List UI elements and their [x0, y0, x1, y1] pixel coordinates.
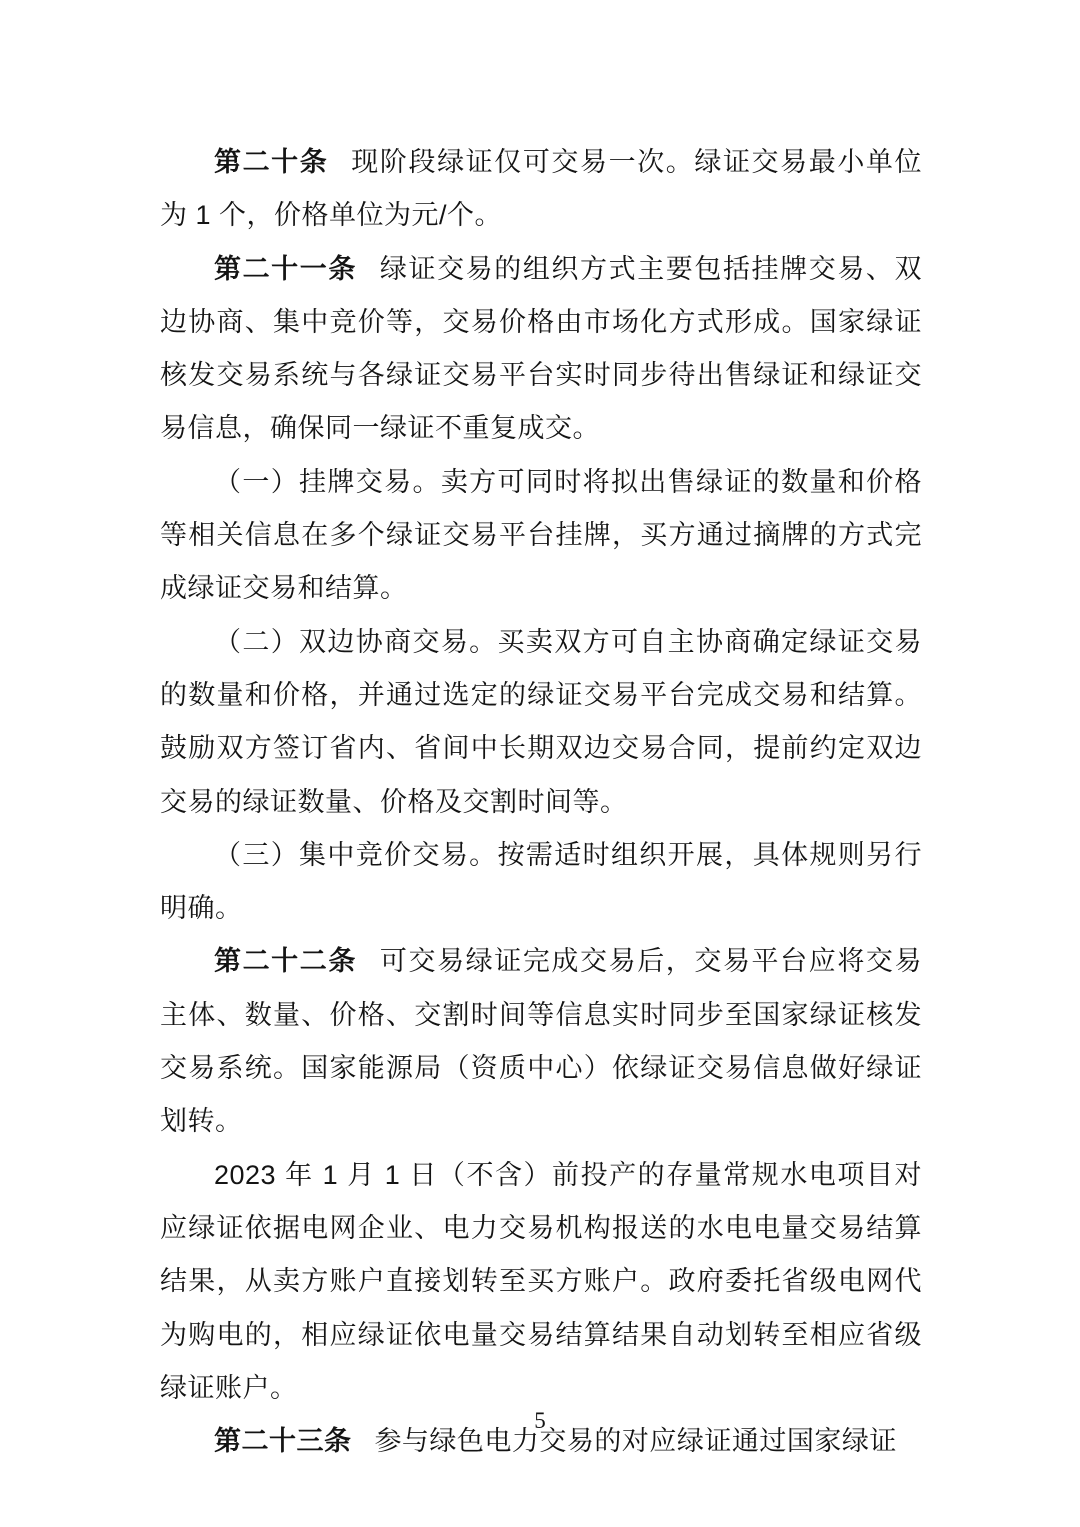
paragraph-article-21 [160, 243, 922, 456]
article-21-number: 第二十一条 [214, 253, 357, 284]
paragraph-item-1 [160, 456, 922, 616]
article-23-text: 参与绿色电力交易的对应绿证通过国家绿证 [374, 1426, 897, 1457]
item-3-text: （三）集中竞价交易。按需适时组织开展，具体规则另行明确。 [160, 839, 922, 924]
paragraph-item-3 [160, 829, 922, 936]
article-20-text: 现阶段绿证仅可交易一次。绿证交易最小单位为 1 个，价格单位为元/个。 [160, 147, 922, 231]
article-21-text: 绿证交易的组织方式主要包括挂牌交易、双边协商、集中竞价等，交易价格由市场化方式形成。国家绿证核发交易系统与各绿证交易平台实时同步待出售绿证和绿证交易信息，确保同一绿证不重复成交。 [160, 253, 923, 444]
article-23-number: 第二十三条 [214, 1426, 352, 1457]
article-22-number: 第二十二条 [214, 946, 357, 977]
article-22-text: 可交易绿证完成交易后，交易平台应将交易主体、数量、价格、交割时间等信息实时同步至国家绿证核发交易系统。国家能源局（资质中心）依绿证交易信息做好绿证划转。 [160, 946, 923, 1137]
paragraph-article-20 [160, 136, 922, 243]
item-2-text: （二）双边协商交易。买卖双方可自主协商确定绿证交易的数量和价格，并通过选定的绿证交易平台完成交易和结算。鼓励双方签订省内、省间中长期双边交易合同，提前约定双边交易的绿证数量、价格及交割时间等。 [160, 626, 922, 817]
paragraph-hydro-transfer [160, 1149, 922, 1415]
page-number: 5 [534, 1408, 546, 1433]
item-1-text: （一）挂牌交易。卖方可同时将拟出售绿证的数量和价格等相关信息在多个绿证交易平台挂牌，买方通过摘牌的方式完成绿证交易和结算。 [160, 466, 922, 604]
article-20-number: 第二十条 [214, 147, 329, 177]
paragraph-article-22 [160, 935, 922, 1148]
document-body [160, 136, 922, 1468]
paragraph-item-2 [160, 616, 922, 829]
hydro-transfer-text: 2023 年 1 月 1 日（不含）前投产的存量常规水电项目对应绿证依据电网企业、电力交易机构报送的水电电量交易结算结果，从卖方账户直接划转至买方账户。政府委托省级电网代为购电的，相应绿证依电量交易结算结果自动划转至相应省级绿证账户。 [160, 1159, 922, 1403]
